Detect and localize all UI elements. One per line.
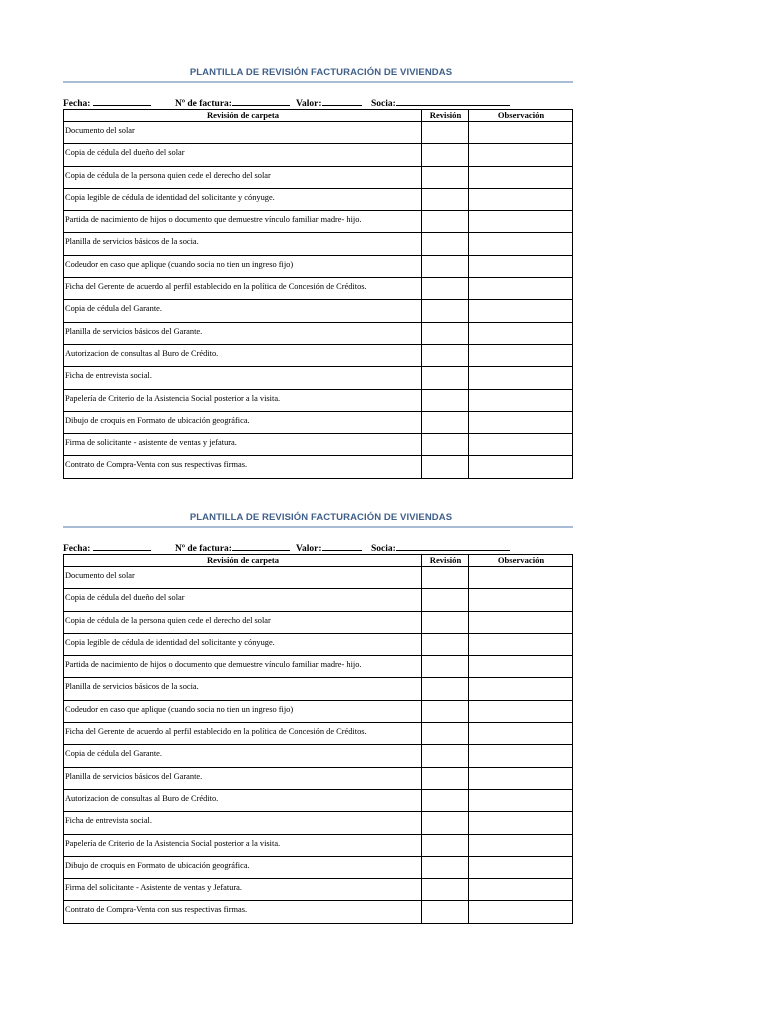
table-row [64,188,573,210]
observation-cell[interactable] [469,633,573,655]
invoice-number-blank[interactable] [232,540,290,551]
row-item-label: Copia legible de cédula de identidad del solicitante y cónyuge. [64,633,422,655]
review-cell[interactable] [422,233,469,255]
observation-cell[interactable] [469,233,573,255]
row-item-label: Firma de solicitante - asistente de ventas y jefatura. [64,434,422,456]
table-row [64,233,573,255]
row-item-label: Planilla de servicios básicos del Garante. [64,322,422,344]
observation-cell[interactable] [469,723,573,745]
table-row [64,901,573,923]
review-cell[interactable] [422,789,469,811]
socia-field[interactable] [371,540,510,556]
observation-cell[interactable] [469,856,573,878]
table-row [64,411,573,433]
row-item-label: Documento del solar [64,122,422,144]
observation-cell[interactable] [469,278,573,300]
table-row [64,300,573,322]
observation-cell[interactable] [469,166,573,188]
invoice-number-field[interactable] [175,95,290,111]
template-title: PLANTILLA DE REVISIÓN FACTURACIÓN DE VIVIENDAS [189,512,453,523]
fecha-blank[interactable] [93,95,151,106]
review-template-2 [63,511,573,924]
table-row [64,322,573,344]
review-cell[interactable] [422,278,469,300]
table-row [64,633,573,655]
review-cell[interactable] [422,879,469,901]
table-row [64,879,573,901]
observation-cell[interactable] [469,879,573,901]
row-item-label: Partida de nacimiento de hijos o documento que demuestre vínculo familiar madre- hijo. [64,656,422,678]
row-item-label: Autorizacion de consultas al Buro de Crédito. [64,789,422,811]
review-cell[interactable] [422,144,469,166]
header-fields [63,95,573,109]
observation-cell[interactable] [469,122,573,144]
observation-cell[interactable] [469,567,573,589]
review-cell[interactable] [422,188,469,210]
invoice-number-field[interactable] [175,540,290,556]
observation-cell[interactable] [469,589,573,611]
review-cell[interactable] [422,611,469,633]
row-item-label: Firma del solicitante - Asistente de ventas y Jefatura. [64,879,422,901]
header-observation: Observación [469,110,573,122]
socia-field[interactable] [371,95,510,111]
review-cell[interactable] [422,367,469,389]
observation-cell[interactable] [469,745,573,767]
review-cell[interactable] [422,411,469,433]
valor-field[interactable] [296,540,362,556]
header-review: Revisión [422,555,469,567]
observation-cell[interactable] [469,322,573,344]
review-cell[interactable] [422,856,469,878]
fecha-label: Fecha: [63,544,91,554]
observation-cell[interactable] [469,211,573,233]
observation-cell[interactable] [469,434,573,456]
table-row [64,812,573,834]
review-table [63,554,573,924]
row-item-label: Documento del solar [64,567,422,589]
row-item-label: Papelería de Criterio de la Asistencia Social posterior a la visita. [64,834,422,856]
review-cell[interactable] [422,344,469,366]
observation-cell[interactable] [469,188,573,210]
valor-blank[interactable] [322,540,362,551]
review-cell[interactable] [422,589,469,611]
valor-label: Valor: [296,544,322,554]
table-row [64,456,573,478]
review-cell[interactable] [422,700,469,722]
review-template-1 [63,66,573,479]
table-row [64,211,573,233]
header-fields [63,540,573,554]
table-row [64,656,573,678]
fecha-blank[interactable] [93,540,151,551]
review-rows [64,122,573,479]
observation-cell[interactable] [469,367,573,389]
review-cell[interactable] [422,211,469,233]
review-cell[interactable] [422,567,469,589]
fecha-field[interactable] [63,95,151,111]
review-cell[interactable] [422,389,469,411]
review-cell[interactable] [422,723,469,745]
review-cell[interactable] [422,767,469,789]
observation-cell[interactable] [469,789,573,811]
review-table [63,109,573,479]
table-header-row [64,110,573,122]
row-item-label: Copia de cédula del Garante. [64,300,422,322]
row-item-label: Autorizacion de consultas al Buro de Crédito. [64,344,422,366]
row-item-label: Ficha de entrevista social. [64,367,422,389]
row-item-label: Planilla de servicios básicos de la socia. [64,678,422,700]
table-row [64,856,573,878]
row-item-label: Dibujo de croquis en Formato de ubicación geográfica. [64,856,422,878]
row-item-label: Copia de cédula del dueño del solar [64,144,422,166]
table-row [64,700,573,722]
table-row [64,767,573,789]
observation-cell[interactable] [469,611,573,633]
valor-label: Valor: [296,99,322,109]
observation-cell[interactable] [469,812,573,834]
observation-cell[interactable] [469,344,573,366]
socia-label: Socia: [371,99,396,109]
invoice-number-label: Nº de factura: [175,544,232,554]
table-row [64,389,573,411]
row-item-label: Copia de cédula de la persona quien cede el derecho del solar [64,611,422,633]
socia-label: Socia: [371,544,396,554]
row-item-label: Partida de nacimiento de hijos o documento que demuestre vínculo familiar madre- hijo. [64,211,422,233]
valor-blank[interactable] [322,95,362,106]
table-row [64,678,573,700]
observation-cell[interactable] [469,656,573,678]
row-item-label: Dibujo de croquis en Formato de ubicación geográfica. [64,411,422,433]
observation-cell[interactable] [469,255,573,277]
observation-cell[interactable] [469,456,573,478]
row-item-label: Copia de cédula del Garante. [64,745,422,767]
review-cell[interactable] [422,834,469,856]
observation-cell[interactable] [469,411,573,433]
row-item-label: Ficha de entrevista social. [64,812,422,834]
review-cell[interactable] [422,633,469,655]
review-cell[interactable] [422,656,469,678]
table-row [64,434,573,456]
row-item-label: Contrato de Compra-Venta con sus respectivas firmas. [64,456,422,478]
observation-cell[interactable] [469,901,573,923]
table-row [64,567,573,589]
observation-cell[interactable] [469,767,573,789]
review-cell[interactable] [422,434,469,456]
header-review-folder: Revisión de carpeta [64,555,422,567]
table-row [64,745,573,767]
row-item-label: Codeudor en caso que aplique (cuando socia no tien un ingreso fijo) [64,255,422,277]
row-item-label: Ficha del Gerente de acuerdo al perfil establecido en la política de Concesión de Créditos. [64,723,422,745]
row-item-label: Codeudor en caso que aplique (cuando socia no tien un ingreso fijo) [64,700,422,722]
fecha-field[interactable] [63,540,151,556]
socia-blank[interactable] [396,540,510,551]
title-rule [63,81,573,83]
table-row [64,589,573,611]
observation-cell[interactable] [469,834,573,856]
row-item-label: Copia de cédula de la persona quien cede el derecho del solar [64,166,422,188]
review-cell[interactable] [422,745,469,767]
observation-cell[interactable] [469,389,573,411]
table-row [64,278,573,300]
table-row [64,166,573,188]
review-cell[interactable] [422,255,469,277]
review-cell[interactable] [422,122,469,144]
valor-field[interactable] [296,95,362,111]
table-row [64,611,573,633]
review-cell[interactable] [422,322,469,344]
table-row [64,122,573,144]
row-item-label: Papelería de Criterio de la Asistencia Social posterior a la visita. [64,389,422,411]
row-item-label: Copia legible de cédula de identidad del solicitante y cónyuge. [64,188,422,210]
invoice-number-label: Nº de factura: [175,99,232,109]
observation-cell[interactable] [469,144,573,166]
row-item-label: Planilla de servicios básicos del Garante. [64,767,422,789]
table-row [64,255,573,277]
table-row [64,834,573,856]
review-rows [64,567,573,924]
table-row [64,723,573,745]
row-item-label: Ficha del Gerente de acuerdo al perfil establecido en la política de Concesión de Créditos. [64,278,422,300]
title-rule [63,526,573,528]
row-item-label: Contrato de Compra-Venta con sus respectivas firmas. [64,901,422,923]
review-cell[interactable] [422,456,469,478]
review-cell[interactable] [422,812,469,834]
invoice-number-blank[interactable] [232,95,290,106]
row-item-label: Copia de cédula del dueño del solar [64,589,422,611]
socia-blank[interactable] [396,95,510,106]
header-review: Revisión [422,110,469,122]
review-cell[interactable] [422,300,469,322]
observation-cell[interactable] [469,700,573,722]
review-cell[interactable] [422,166,469,188]
review-cell[interactable] [422,678,469,700]
review-cell[interactable] [422,901,469,923]
row-item-label: Planilla de servicios básicos de la socia. [64,233,422,255]
header-review-folder: Revisión de carpeta [64,110,422,122]
table-row [64,789,573,811]
table-header-row [64,555,573,567]
header-observation: Observación [469,555,573,567]
table-row [64,344,573,366]
observation-cell[interactable] [469,678,573,700]
template-title: PLANTILLA DE REVISIÓN FACTURACIÓN DE VIVIENDAS [189,67,453,78]
table-row [64,144,573,166]
fecha-label: Fecha: [63,99,91,109]
observation-cell[interactable] [469,300,573,322]
table-row [64,367,573,389]
